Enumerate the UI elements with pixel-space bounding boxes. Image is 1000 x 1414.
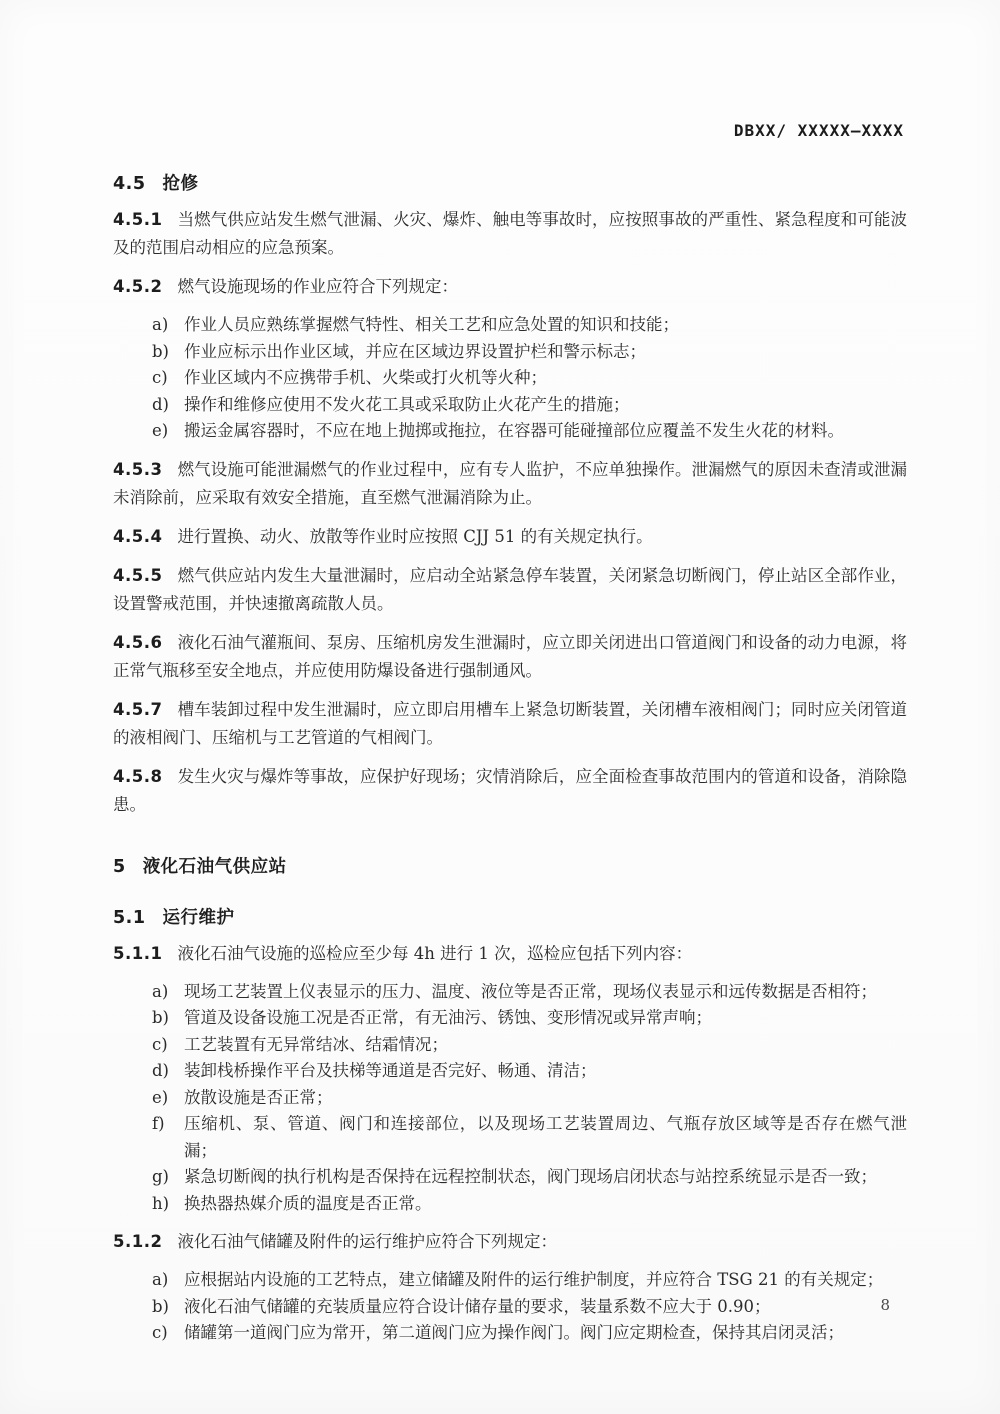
- clause-4-5-5: [113, 562, 907, 618]
- list-item-label: b): [152, 1296, 169, 1316]
- list-item-label: c): [152, 368, 168, 387]
- list-item-label: h): [152, 1193, 170, 1213]
- section-heading-4-5: [113, 170, 907, 195]
- section-heading-5: [113, 853, 907, 878]
- clause-text: 进行置换、动火、放散等作业时应按照 CJJ 51 的有关规定执行。: [177, 526, 653, 546]
- list-item-label: a): [152, 981, 169, 1001]
- list-item: [113, 1191, 907, 1218]
- list-item-text: 液化石油气储罐的充装质量应符合设计储存量的要求，装量系数不应大于 0.90；: [184, 1296, 771, 1316]
- clause-text: 发生火灾与爆炸等事故，应保护好现场；灾情消除后，应全面检查事故范围内的管道和设备，消除隐患。: [113, 766, 907, 814]
- clause-4-5-3: [113, 456, 907, 512]
- clause-4-5-8: [113, 763, 907, 819]
- heading-title: 运行维护: [162, 907, 235, 928]
- list-5-1-2: [113, 1267, 907, 1347]
- list-4-5-2: [113, 312, 907, 445]
- list-item-text: 储罐第一道阀门应为常开，第二道阀门应为操作阀门。阀门应定期检查，保持其启闭灵活；: [184, 1323, 844, 1342]
- clause-4-5-4: [113, 523, 907, 551]
- list-item-label: e): [152, 421, 169, 440]
- clause-number: 4.5.7: [113, 699, 163, 719]
- clause-text: 液化石油气储罐及附件的运行维护应符合下列规定：: [177, 1232, 557, 1251]
- clause-text: 燃气设施现场的作业应符合下列规定：: [177, 277, 458, 296]
- clause-number: 4.5.8: [113, 766, 163, 786]
- list-item-label: e): [152, 1087, 169, 1107]
- list-item-label: d): [152, 1061, 169, 1080]
- clause-number: 4.5.5: [113, 565, 163, 585]
- list-item-text: 作业人员应熟练掌握燃气特性、相关工艺和应急处置的知识和技能；: [184, 315, 679, 334]
- list-item: [113, 418, 907, 445]
- list-item-text: 作业应标示出作业区域，并应在区域边界设置护栏和警示标志；: [184, 341, 646, 361]
- list-item-label: g): [152, 1167, 169, 1186]
- clause-number: 4.5.6: [113, 632, 163, 652]
- list-item-text: 管道及设备设施工况是否正常，有无油污、锈蚀、变形情况或异常声响；: [184, 1008, 712, 1027]
- clause-number: 4.5.2: [113, 277, 163, 296]
- list-item: [113, 1085, 907, 1112]
- clause-4-5-7: [113, 696, 907, 752]
- document-content: [113, 150, 907, 1356]
- clause-5-1-2: [113, 1228, 907, 1256]
- list-5-1-1: [113, 979, 907, 1218]
- clause-text: 液化石油气灌瓶间、泵房、压缩机房发生泄漏时，应立即关闭进出口管道阀门和设备的动力电源，将正常气瓶移至安全地点，并应使用防爆设备进行强制通风。: [113, 632, 907, 680]
- clause-number: 5.1.1: [113, 943, 163, 963]
- list-item-text: 现场工艺装置上仪表显示的压力、温度、液位等是否正常，现场仪表显示和远传数据是否相符；: [184, 981, 877, 1001]
- list-item-text: 工艺装置有无异常结冰、结霜情况；: [184, 1034, 448, 1054]
- list-item: [113, 1058, 907, 1085]
- heading-title: 抢修: [162, 174, 199, 194]
- clause-4-5-1: [113, 206, 907, 262]
- clause-text: 燃气供应站内发生大量泄漏时，应启动全站紧急停车装置，关闭紧急切断阀门，停止站区全部作业，设置警戒范围，并快速撤离疏散人员。: [113, 565, 907, 613]
- clause-4-5-2: [113, 273, 907, 301]
- list-item-text: 压缩机、泵、管道、阀门和连接部位，以及现场工艺装置周边、气瓶存放区域等是否存在燃气泄漏；: [184, 1114, 907, 1160]
- heading-number: 5: [113, 856, 126, 877]
- list-item: [113, 1294, 907, 1321]
- list-item: [113, 1267, 907, 1294]
- list-item: [113, 1164, 907, 1191]
- clause-number: 4.5.1: [113, 210, 163, 229]
- list-item-label: f): [152, 1114, 165, 1133]
- list-item: [113, 339, 907, 366]
- list-item-label: d): [152, 394, 169, 414]
- list-item: [113, 979, 907, 1006]
- list-item-label: c): [152, 1323, 168, 1342]
- list-item: [113, 1032, 907, 1059]
- list-item-text: 应根据站内设施的工艺特点，建立储罐及附件的运行维护制度，并应符合 TSG 21 的有关规定；: [184, 1270, 884, 1289]
- document-code: DBXX/ XXXXX—XXXX: [733, 121, 904, 140]
- list-item-text: 搬运金属容器时，不应在地上抛掷或拖拉，在容器可能碰撞部位应覆盖不发生火花的材料。: [184, 421, 844, 440]
- heading-title: 液化石油气供应站: [142, 856, 287, 877]
- clause-number: 4.5.4: [113, 526, 163, 546]
- heading-number: 5.1: [113, 907, 146, 928]
- list-item-text: 紧急切断阀的执行机构是否保持在远程控制状态，阀门现场启闭状态与站控系统显示是否一致；: [184, 1167, 877, 1186]
- clause-text: 槽车装卸过程中发生泄漏时，应立即启用槽车上紧急切断装置，关闭槽车液相阀门；同时应关闭管道的液相阀门、压缩机与工艺管道的气相阀门。: [113, 699, 907, 747]
- list-item-text: 放散设施是否正常；: [184, 1087, 333, 1107]
- clause-number: 5.1.2: [113, 1232, 163, 1251]
- list-item-text: 操作和维修应使用不发火花工具或采取防止火花产生的措施；: [184, 394, 630, 414]
- clause-4-5-6: [113, 629, 907, 685]
- page-number: 8: [880, 1296, 890, 1314]
- heading-number: 4.5: [113, 174, 146, 194]
- clause-text: 液化石油气设施的巡检应至少每 4h 进行 1 次，巡检应包括下列内容：: [177, 943, 693, 963]
- list-item-label: b): [152, 341, 169, 361]
- clause-5-1-1: [113, 940, 907, 968]
- list-item: [113, 1320, 907, 1347]
- list-item: [113, 1111, 907, 1164]
- clause-text: 当燃气供应站发生燃气泄漏、火灾、爆炸、触电等事故时，应按照事故的严重性、紧急程度和可能波及的范围启动相应的应急预案。: [113, 210, 907, 257]
- list-item-text: 作业区域内不应携带手机、火柴或打火机等火种；: [184, 368, 547, 387]
- list-item: [113, 392, 907, 419]
- list-item-text: 换热器热媒介质的温度是否正常。: [184, 1193, 432, 1213]
- list-item: [113, 1005, 907, 1032]
- list-item-label: c): [152, 1034, 168, 1054]
- list-item-text: 装卸栈桥操作平台及扶梯等通道是否完好、畅通、清洁；: [184, 1061, 597, 1080]
- list-item-label: b): [152, 1008, 169, 1027]
- clause-text: 燃气设施可能泄漏燃气的作业过程中，应有专人监护，不应单独操作。泄漏燃气的原因未查清或泄漏未消除前，应采取有效安全措施，直至燃气泄漏消除为止。: [113, 459, 907, 507]
- clause-number: 4.5.3: [113, 459, 163, 479]
- list-item: [113, 312, 907, 339]
- list-item-label: a): [152, 315, 169, 334]
- list-item: [113, 365, 907, 392]
- section-heading-5-1: [113, 904, 907, 929]
- list-item-label: a): [152, 1270, 169, 1289]
